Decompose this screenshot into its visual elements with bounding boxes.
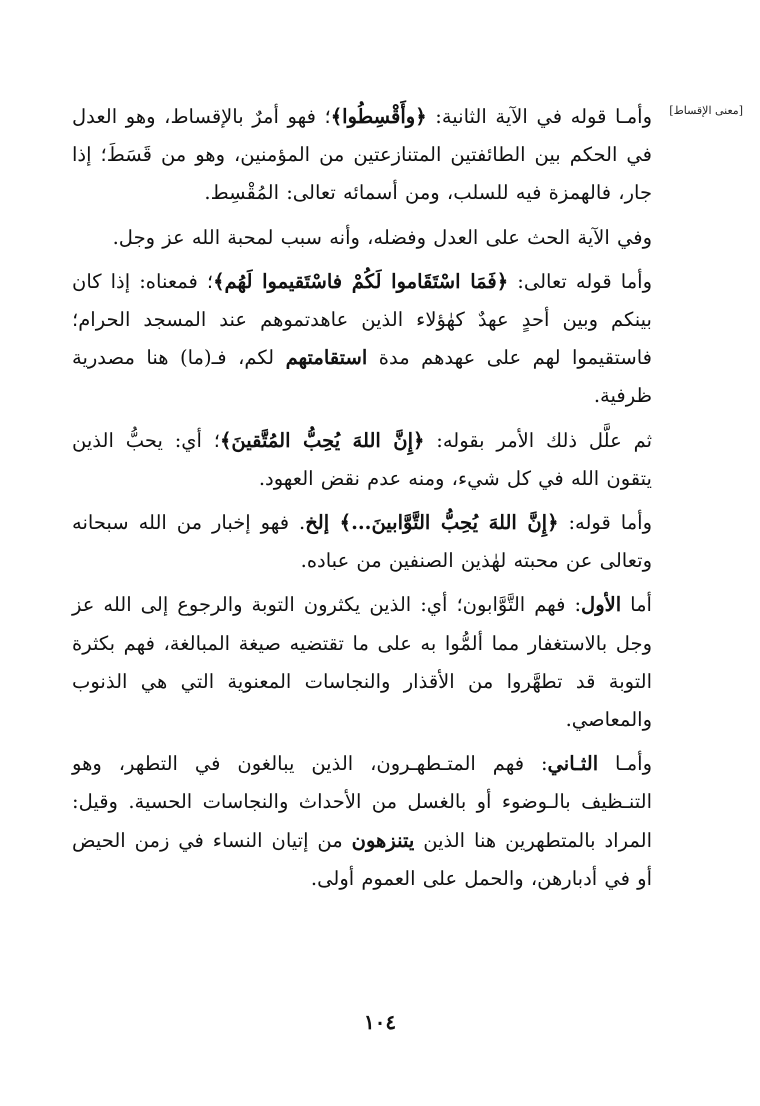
emphasized-text: الأول bbox=[581, 593, 622, 617]
emphasized-text: ﴿وأَقْسِطُوا﴾ bbox=[330, 105, 427, 128]
paragraph bbox=[72, 586, 652, 739]
paragraph bbox=[72, 263, 652, 416]
text-segment: من إتيان النساء في زمن الحيض أو في أدبارهن، والحمل على العموم أولى. bbox=[72, 828, 652, 890]
text-segment: لكم، فـ(ما) هنا مصدرية ظرفية. bbox=[72, 346, 652, 408]
text-segment: ؛ أي: يحبُّ الذين يتقون الله في كل شيء، ومنه عدم نقض العهود. bbox=[72, 428, 652, 490]
paragraph bbox=[72, 219, 652, 257]
text-segment: وأمـا قوله في الآية الثانية: bbox=[426, 105, 652, 128]
text-segment: : فهم المتـطهـرون، الذين يبالغون في التطهر، وهو التنـظيف بالـوضوء أو بالغسل من الأحداث والنجاسات الحسية. وقيل: المراد بالمتطهرين هنا الذين bbox=[72, 752, 652, 852]
text-segment: ؛ فهو أمرٌ بالإقساط، وهو العدل في الحكم بين الطائفتين المتنازعتين من المؤمنين، وهو من قَسَطَ؛ إذا جار، فالهمزة فيه للسلب، ومن أسمائه تعالى: المُقْسِط. bbox=[72, 105, 652, 205]
emphasized-text: استقامتهم bbox=[285, 346, 368, 370]
emphasized-text: ﴿إِنَّ اللهَ يُحِبُّ المُتَّقينَ﴾ bbox=[220, 428, 425, 452]
text-segment: وأما قوله تعالى: bbox=[508, 269, 652, 293]
emphasized-text: الثـاني bbox=[547, 752, 599, 776]
body-text bbox=[72, 98, 652, 904]
text-segment: وأمـا bbox=[598, 752, 652, 776]
text-segment: ثم علَّل ذلك الأمر بقوله: bbox=[424, 428, 653, 452]
text-segment: أما bbox=[621, 593, 652, 617]
text-segment: وفي الآية الحث على العدل وفضله، وأنه سبب لمحبة الله عز وجل. bbox=[112, 225, 652, 249]
text-segment: ؛ فمعناه: إذا كان بينكم وبين أحدٍ عهدٌ كهٰؤلاء الذين عاهدتموهم عند المسجد الحرام؛ فاستقيموا لهم على عهدهم مدة bbox=[72, 269, 652, 370]
text-segment: . فهو إخبار من الله سبحانه وتعالى عن محبته لهٰذين الصنفين من عباده. bbox=[72, 511, 652, 573]
paragraph bbox=[72, 504, 652, 580]
paragraph bbox=[72, 745, 652, 898]
text-segment: وأما قوله: bbox=[558, 511, 652, 535]
emphasized-text: ﴿إِنَّ اللهَ يُحِبُّ التَّوَّابينَ...﴾ إلخ bbox=[305, 511, 559, 535]
paragraph bbox=[72, 422, 652, 498]
margin-note: [معنى الإقساط] bbox=[669, 104, 743, 117]
emphasized-text: يتنزهون bbox=[351, 828, 415, 852]
paragraph bbox=[72, 98, 652, 213]
text-segment: : فهم التَّوَّابون؛ أي: الذين يكثرون التوبة والرجوع إلى الله عز وجل بالاستغفار مما ألمُّوا به على ما تقتضيه صيغة المبالغة، فهم بكثرة التوبة قد تطهَّروا من الأقذار والنجاسات المعنوية التي هي الذنوب والمعاصي. bbox=[72, 593, 652, 732]
page-number: ١٠٤ bbox=[363, 1010, 397, 1034]
emphasized-text: ﴿فَمَا اسْتَقَاموا لَكُمْ فاسْتَقيموا لَهُم﴾ bbox=[213, 269, 509, 293]
